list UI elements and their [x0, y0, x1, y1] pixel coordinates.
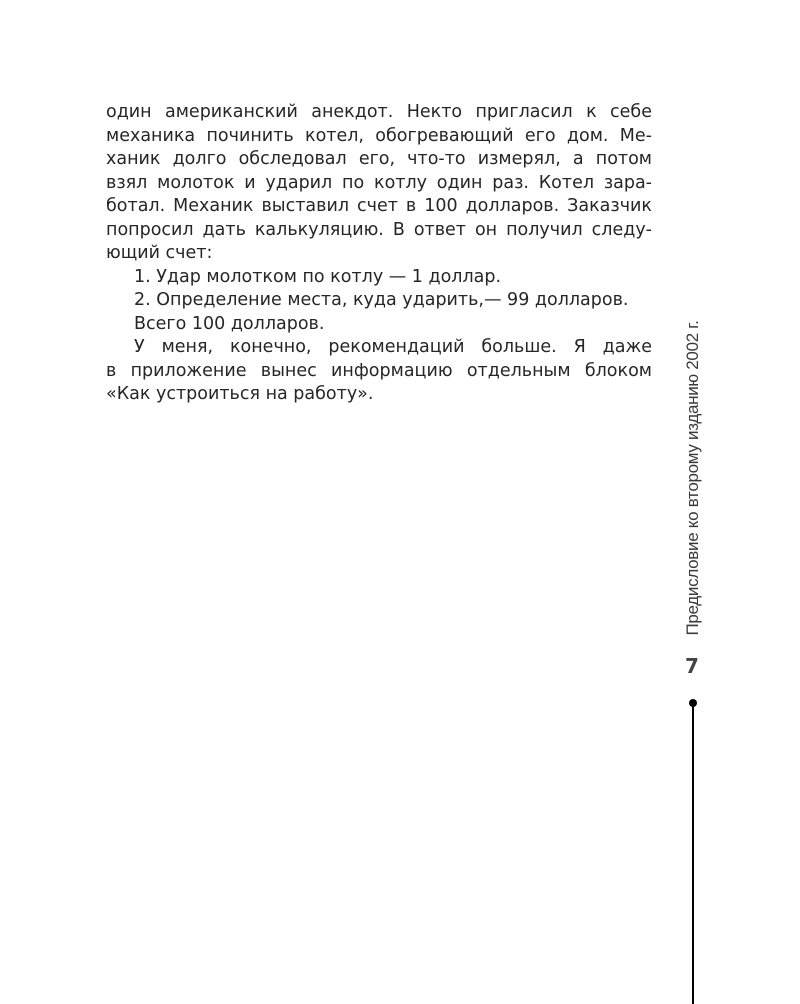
running-head: Предисловие ко второму изданию 2002 г. [683, 320, 702, 636]
text-line: в приложение вынес информацию отдельным блоком [106, 360, 652, 381]
text-line: У меня, конечно, рекомендаций больше. Я даже [134, 337, 652, 357]
text-line: механика починить котел, обогревающий его дом. Ме- [106, 125, 652, 146]
text-line: ющий счет: [106, 243, 213, 263]
list-item: 1. Удар молотком по котлу — 1 доллар. [134, 266, 502, 287]
text-line: ханик долго обследовал его, что-то измерял, а потом [106, 149, 652, 169]
text-line: взял молоток и ударил по котлу один раз. Котел зара- [106, 172, 652, 193]
page-number: 7 [685, 654, 699, 678]
list-item: 2. Определение места, куда ударить,— 99 долларов. [134, 290, 629, 310]
text-line: попросил дать калькуляцию. В ответ он получил следу- [106, 219, 652, 240]
main-text [106, 101, 652, 407]
list-item: Всего 100 долларов. [134, 313, 325, 334]
text-line: ботал. Механик выставил счет в 100 долларов. Заказчик [106, 196, 652, 216]
margin-rule [692, 704, 694, 1004]
text-line: «Как устроиться на работу». [106, 384, 374, 404]
text-line: один американский анекдот. Некто пригласил к себе [106, 102, 652, 122]
